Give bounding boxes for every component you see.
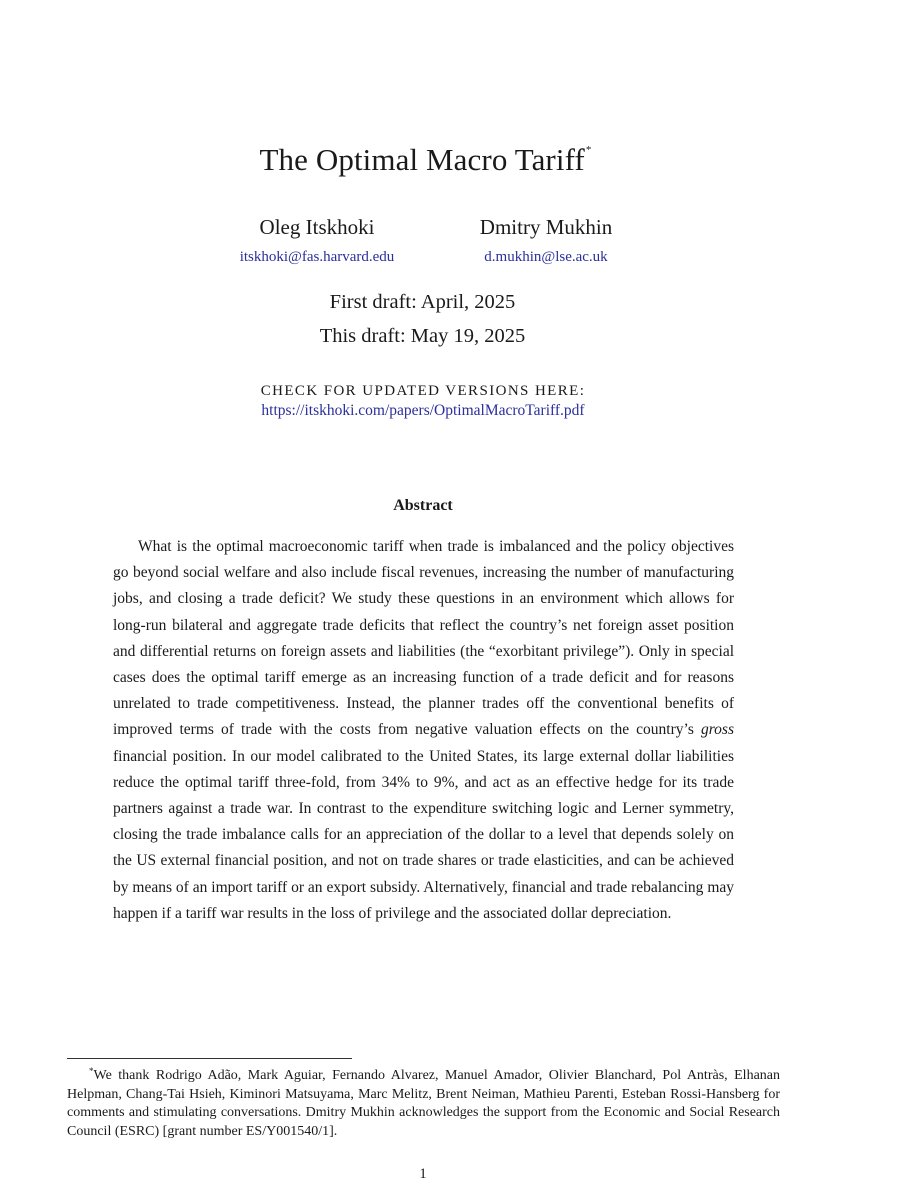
abstract-emphasis-gross: gross [700,721,734,739]
footnote-divider [67,1058,352,1059]
abstract-heading: Abstract [393,497,453,514]
author-email-link-2[interactable]: d.mukhin@lse.ac.uk [484,249,608,265]
footnote-mark: * [89,1066,94,1076]
abstract-text-part-1: What is the optimal macroeconomic tariff when trade is imbalanced and the policy objectives go beyond social welfare and also include fiscal revenues, increasing the number of manufacturing jobs, and closing a trade deficit? We study these questions in an environment which allows for long-run bilateral and aggregate trade deficits that reflect the country’s net foreign asset position and differential returns on foreign assets and liabilities (the “exorbitant privilege”). Only in special cases does the optimal tariff emerge as an increasing function of a trade deficit and for reasons unrelated to trade competitiveness. Instead, the planner trades off the conventional benefits of improved terms of trade with the costs from negative valuation effects on the country’s [113,538,734,739]
footnote [67,1062,780,1141]
first-draft-date: First draft: April, 2025 [329,291,516,313]
this-draft-date: This draft: May 19, 2025 [319,325,526,347]
footnote-text: We thank Rodrigo Adão, Mark Aguiar, Fernando Alvarez, Manuel Amador, Olivier Blanchard, Pol Antràs, Elhanan Helpman, Chang-Tai Hsieh, Kiminori Matsuyama, Marc Melitz, Brent Neiman, Mathieu Parenti, Esteban Rossi-Hansberg for comments and stimulating conversations. Dmitry Mukhin acknowledges the support from the Economic and Social Research Council (ESRC) [grant number ES/Y001540/1]. [67,1068,780,1139]
author-name-1: Oleg Itskhoki [259,215,375,239]
abstract-text-part-2: financial position. In our model calibrated to the United States, its large external dollar liabilities reduce the optimal tariff three-fold, from 34% to 9%, and act as an effective hedge for its trade partners against a trade war. In contrast to the expenditure switching logic and Lerner symmetry, closing the trade imbalance calls for an appreciation of the dollar to a level that depends solely on the US external financial position, and not on trade shares or trade elasticities, and can be achieved by means of an import tariff or an export subsidy. Alternatively, financial and trade rebalancing may happen if a tariff war results in the loss of privilege and the associated dollar depreciation. [113,747,734,922]
author-name-2: Dmitry Mukhin [479,215,613,239]
page-number: 1 [419,1166,427,1182]
title-footnote-mark[interactable]: * [585,144,592,156]
paper-title [0,142,851,178]
title-text: The Optimal Macro Tariff [259,142,585,177]
updated-version-link[interactable]: https://itskhoki.com/papers/OptimalMacroTariff.pdf [261,402,585,419]
author-email-link-1[interactable]: itskhoki@fas.harvard.edu [239,249,395,265]
check-updates-label: CHECK FOR UPDATED VERSIONS HERE: [260,383,586,399]
abstract-body [113,534,734,927]
